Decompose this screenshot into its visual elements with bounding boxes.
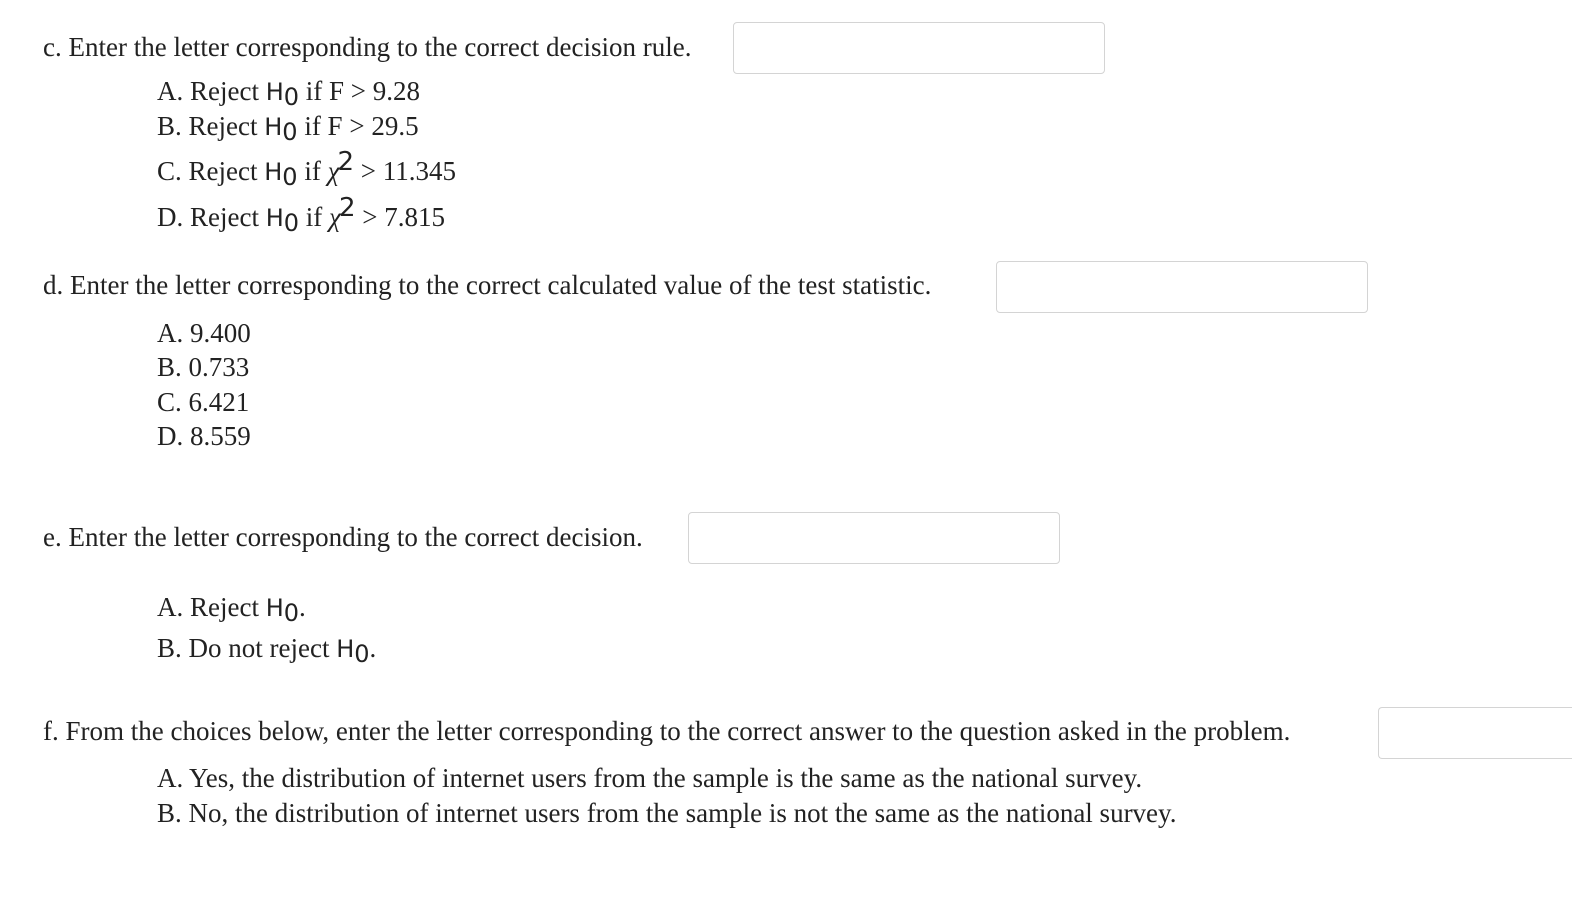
h0-symbol: H: [264, 158, 283, 186]
h0-symbol: H: [336, 635, 355, 663]
option-e-b: B. Do not reject H0.: [157, 633, 377, 668]
h0-symbol: H: [265, 204, 284, 232]
option-f-b: B. No, the distribution of internet users from the sample is not the same as the national survey.: [157, 798, 1177, 828]
question-c-text: c. Enter the letter corresponding to the correct decision rule.: [43, 32, 692, 62]
answer-e-input[interactable]: [688, 512, 1060, 564]
question-f-text: f. From the choices below, enter the letter corresponding to the correct answer to the question asked in the problem.: [43, 716, 1291, 746]
h0-symbol: H: [264, 113, 283, 141]
option-f-a: A. Yes, the distribution of internet users from the sample is the same as the national survey.: [157, 763, 1143, 793]
chi-symbol: χ: [327, 156, 340, 186]
answer-f-input[interactable]: [1378, 707, 1572, 759]
h0-symbol: H: [265, 78, 284, 106]
option-c-b: B. Reject H0 if F > 29.5: [157, 111, 419, 146]
option-c-c: C. Reject H0 if χ2 > 11.345: [157, 147, 456, 191]
h0-symbol: H: [265, 594, 284, 622]
question-e-text: e. Enter the letter corresponding to the correct decision.: [43, 522, 643, 552]
option-d-b: B. 0.733: [157, 352, 250, 382]
option-d-c: C. 6.421: [157, 387, 250, 417]
option-e-a: A. Reject H0.: [157, 592, 306, 627]
chi-symbol: χ: [329, 202, 341, 232]
answer-c-input[interactable]: [733, 22, 1105, 74]
option-c-d: D. Reject H0 if χ2 > 7.815: [157, 193, 445, 237]
question-d-text: d. Enter the letter corresponding to the correct calculated value of the test statistic.: [43, 270, 932, 300]
option-c-a: A. Reject H0 if F > 9.28: [157, 76, 421, 111]
option-d-a: A. 9.400: [157, 318, 251, 348]
option-d-d: D. 8.559: [157, 421, 251, 451]
answer-d-input[interactable]: [996, 261, 1368, 313]
